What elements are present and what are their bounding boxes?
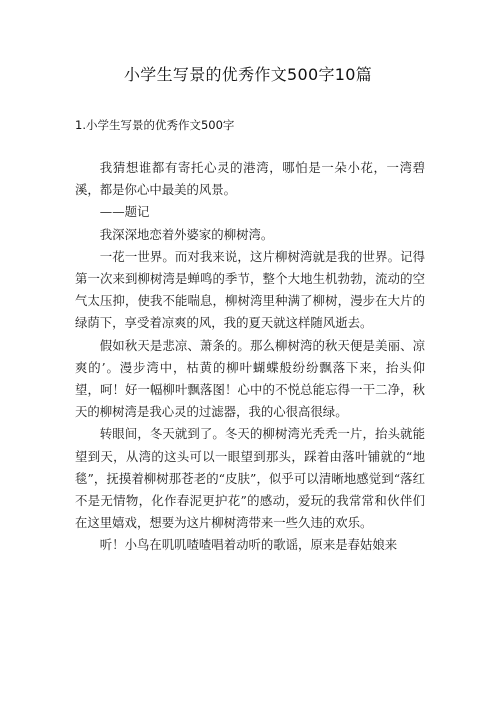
document-title: 小学生写景的优秀作文500字10篇 <box>124 65 372 84</box>
essay-body <box>75 157 425 557</box>
paragraph: 假如秋天是悲凉、萧条的。那么柳树湾的秋天便是美丽、凉爽的’。漫步湾中，枯黄的柳叶蝴蝶般纷纷飘落下来，抬头仰望，呵！好一幅柳叶飘落图！心中的不悦总能忘得一干二净，秋天的柳树湾是我心灵的过滤器，我的心很高很绿。 <box>75 337 425 420</box>
paragraph: 一花一世界。而对我来说，这片柳树湾就是我的世界。记得第一次来到柳树湾是蝉鸣的季节，整个大地生机勃勃，流动的空气太压抑，使我不能喘息，柳树湾里种满了柳树，漫步在大片的绿荫下，享受着凉爽的风，我的夏天就这样随风逝去。 <box>75 248 425 331</box>
paragraph: ——题记 <box>99 204 150 220</box>
section-heading: 1.小学生写景的优秀作文500字 <box>75 118 235 132</box>
paragraph: 转眼间，冬天就到了。冬天的柳树湾光秃秃一片，抬头就能望到天，从湾的这头可以一眼望到那头，踩着由落叶铺就的“地毯”，抚摸着柳树那苍老的“皮肤”，似乎可以清晰地感觉到“落红不是无情物，化作春泥更护花”的感动，爱玩的我常常和伙伴们在这里嬉戏，想要为这片柳树湾带来一些久违的欢乐。 <box>75 426 425 531</box>
paragraph: 我猜想谁都有寄托心灵的港湾，哪怕是一朵小花，一湾碧溪，都是你心中最美的风景。 <box>75 160 425 198</box>
paragraph: 听！小鸟在叽叽喳喳唱着动听的歌谣，原来是春姑娘来 <box>99 537 398 553</box>
paragraph: 我深深地恋着外婆家的柳树湾。 <box>99 226 274 242</box>
